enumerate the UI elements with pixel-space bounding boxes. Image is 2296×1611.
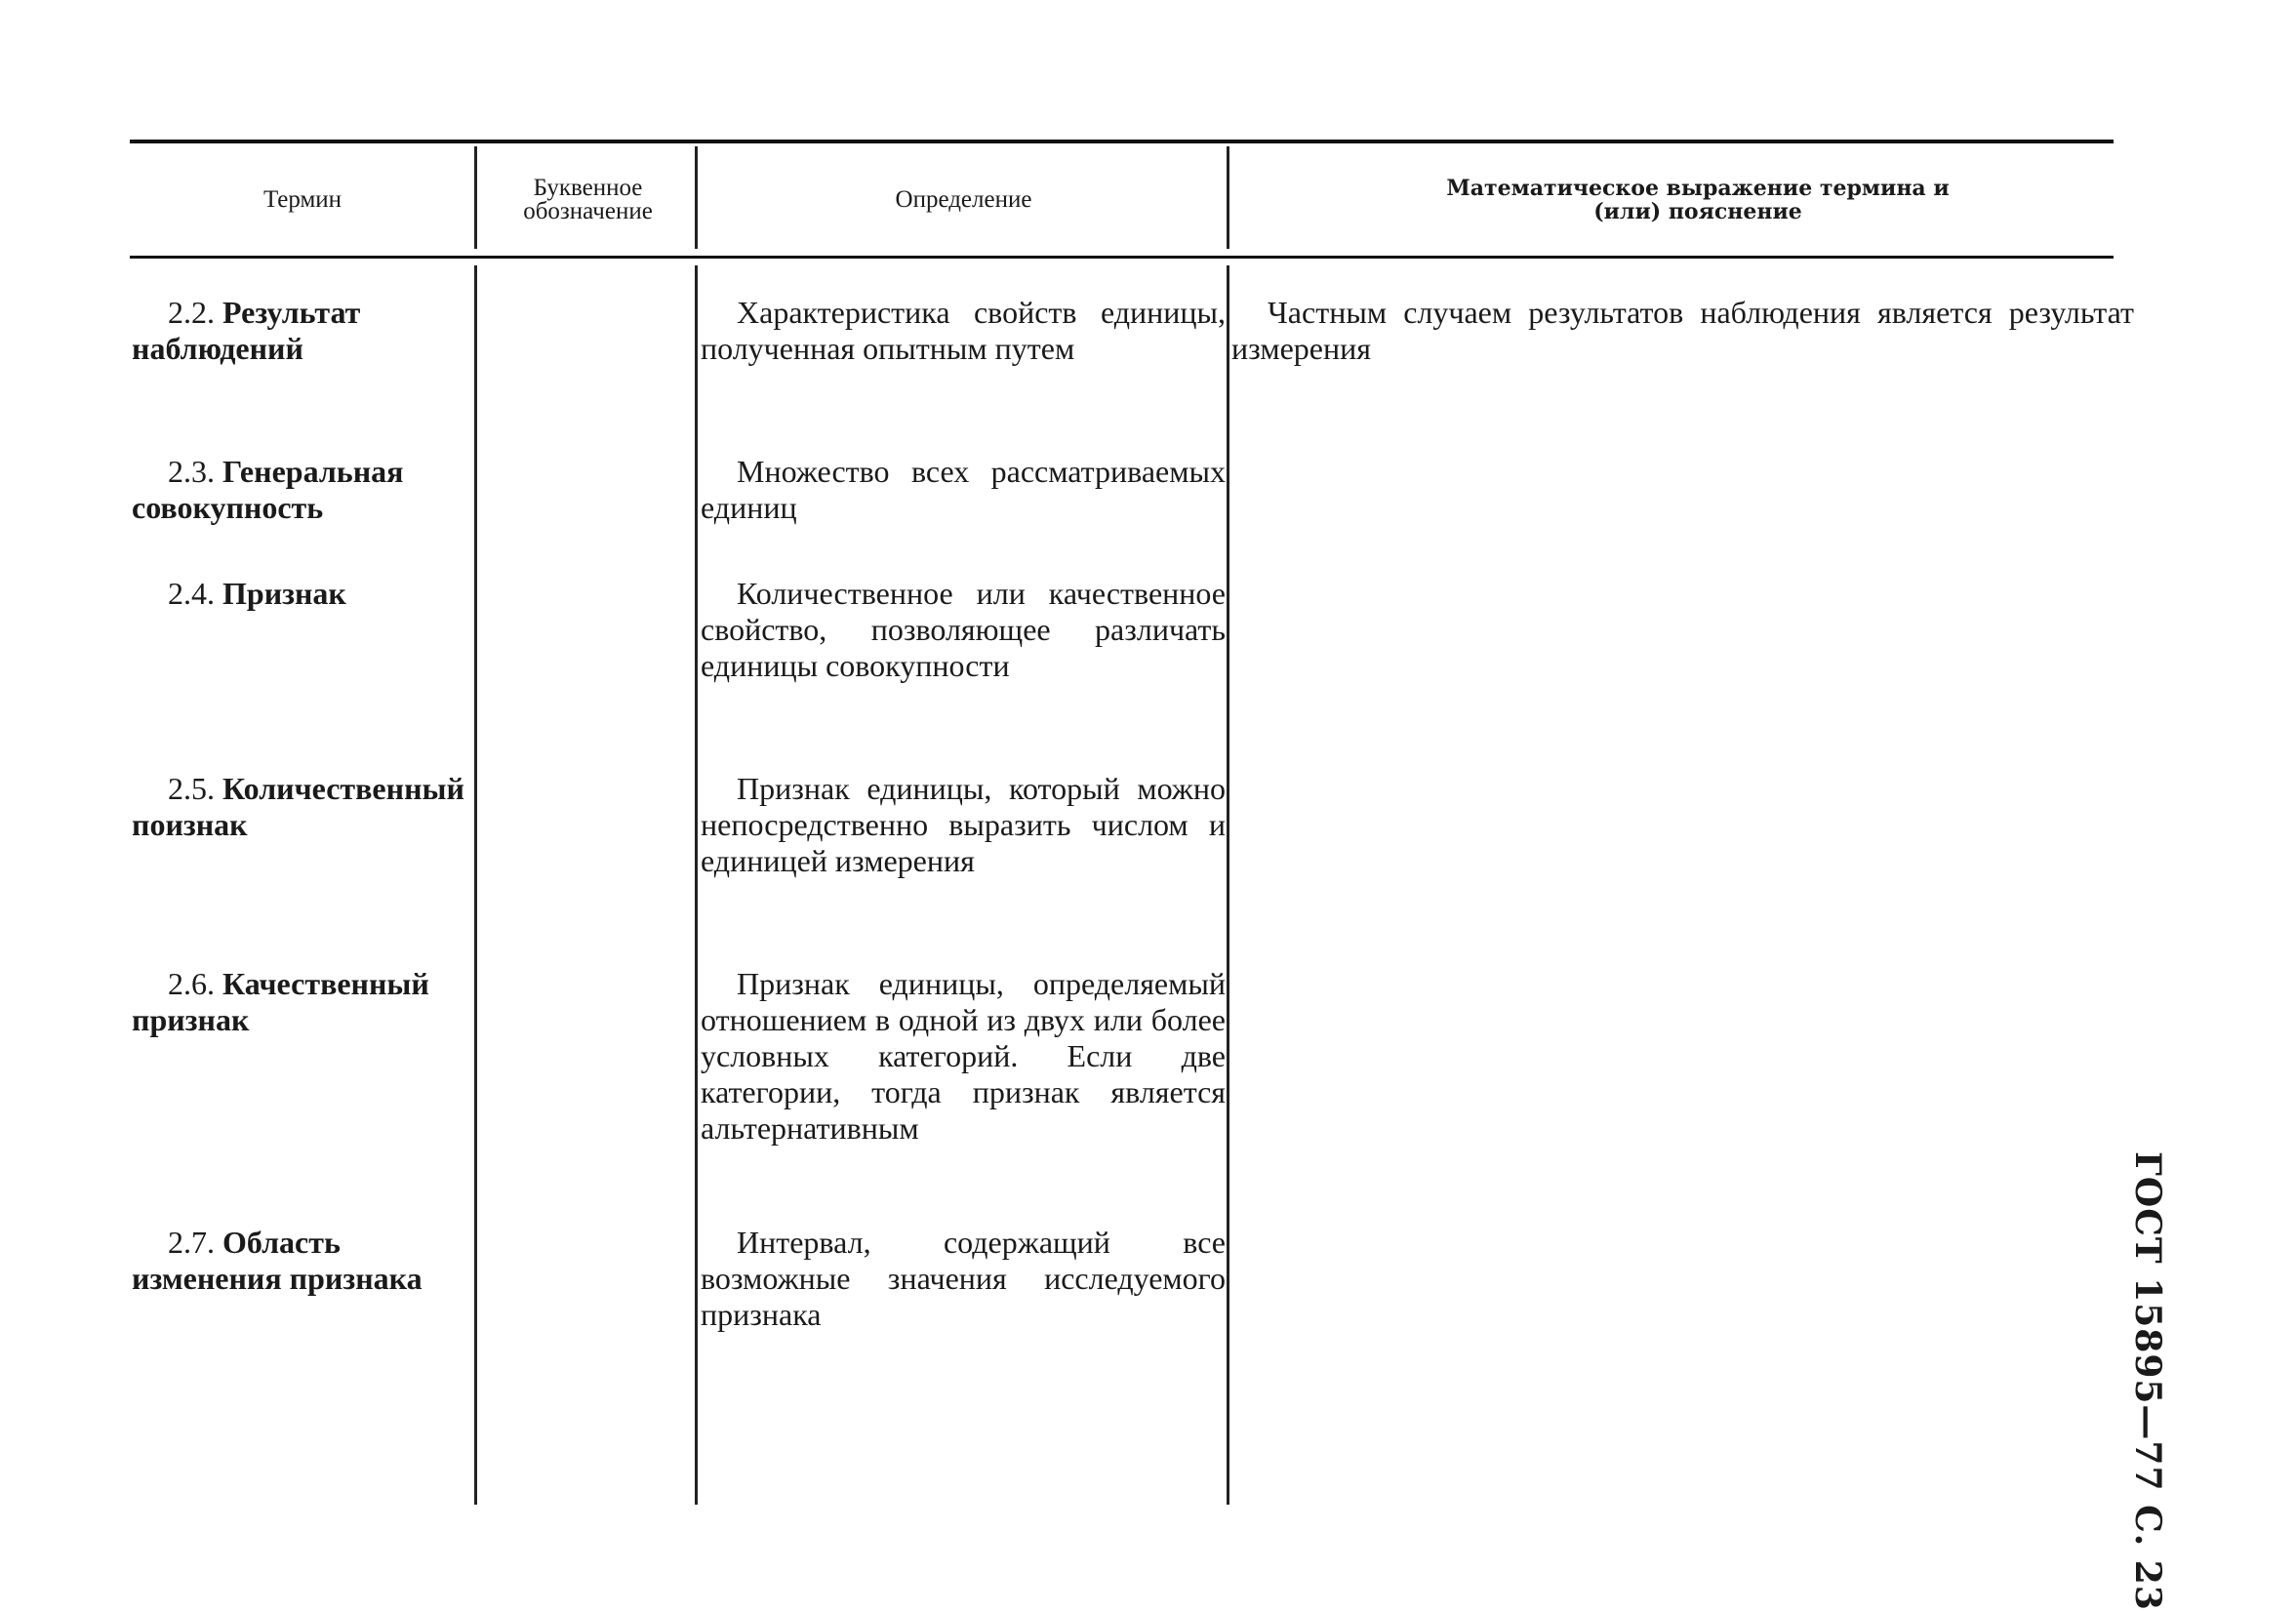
page-label [2127, 1151, 2168, 1611]
definition-cell: Интервал, содержащий все возможные значения исследуемого признака [701, 1225, 1226, 1332]
term-number: 2.6. [168, 966, 215, 1001]
header-explanation: Математическое выражение термина и (или) пояснение [1446, 176, 1950, 224]
body-separator-3 [1227, 265, 1229, 1505]
term-cell [132, 454, 468, 526]
term-name: Качественный признак [132, 966, 429, 1037]
term-cell [132, 295, 468, 367]
page-label-text: ГОСТ 15895—77 С. 23 [2127, 1151, 2168, 1611]
header-symbol: Буквенное обозначение [523, 175, 653, 224]
term-name: Результат наблюдений [132, 295, 361, 366]
header-bottom-rule [130, 256, 2114, 259]
header-term: Термин [262, 186, 342, 213]
term-number: 2.2. [168, 295, 215, 330]
explanation-cell: Частным случаем результатов наблюдения является результат измерения [1231, 295, 2134, 366]
definition-cell: Характеристика свойств единицы, полученная опытным путем [701, 295, 1226, 366]
term-name: Область изменения признака [132, 1225, 423, 1296]
table-top-rule [130, 140, 2114, 143]
term-name: Признак [222, 576, 346, 611]
definition-cell: Количественное или качественное свойство, позволяющее различать единицы совокупности [701, 576, 1226, 683]
term-number: 2.5. [168, 771, 215, 806]
definition-cell: Признак единицы, который можно непосредственно выразить числом и единицей измерения [701, 771, 1226, 878]
term-name: Генеральная совокупность [132, 454, 404, 525]
body-separator-1 [474, 265, 477, 1505]
term-cell [132, 576, 468, 612]
term-name: Количественный поизнак [132, 771, 464, 842]
definition-cell: Признак единицы, определяемый отношением в одной из двух или более условных категорий. Если две категории, тогда признак является альтернативным [701, 966, 1226, 1146]
term-cell [132, 966, 468, 1038]
header-definition: Определение [895, 186, 1032, 213]
definition-cell: Множество всех рассматриваемых единиц [701, 454, 1226, 525]
body-separator-2 [695, 265, 698, 1505]
header-separator-1 [474, 146, 477, 249]
term-cell [132, 771, 468, 843]
header-separator-2 [695, 146, 698, 249]
term-number: 2.3. [168, 454, 215, 489]
term-number: 2.4. [168, 576, 215, 611]
term-cell [132, 1225, 468, 1297]
header-separator-3 [1227, 146, 1229, 249]
term-number: 2.7. [168, 1225, 215, 1260]
